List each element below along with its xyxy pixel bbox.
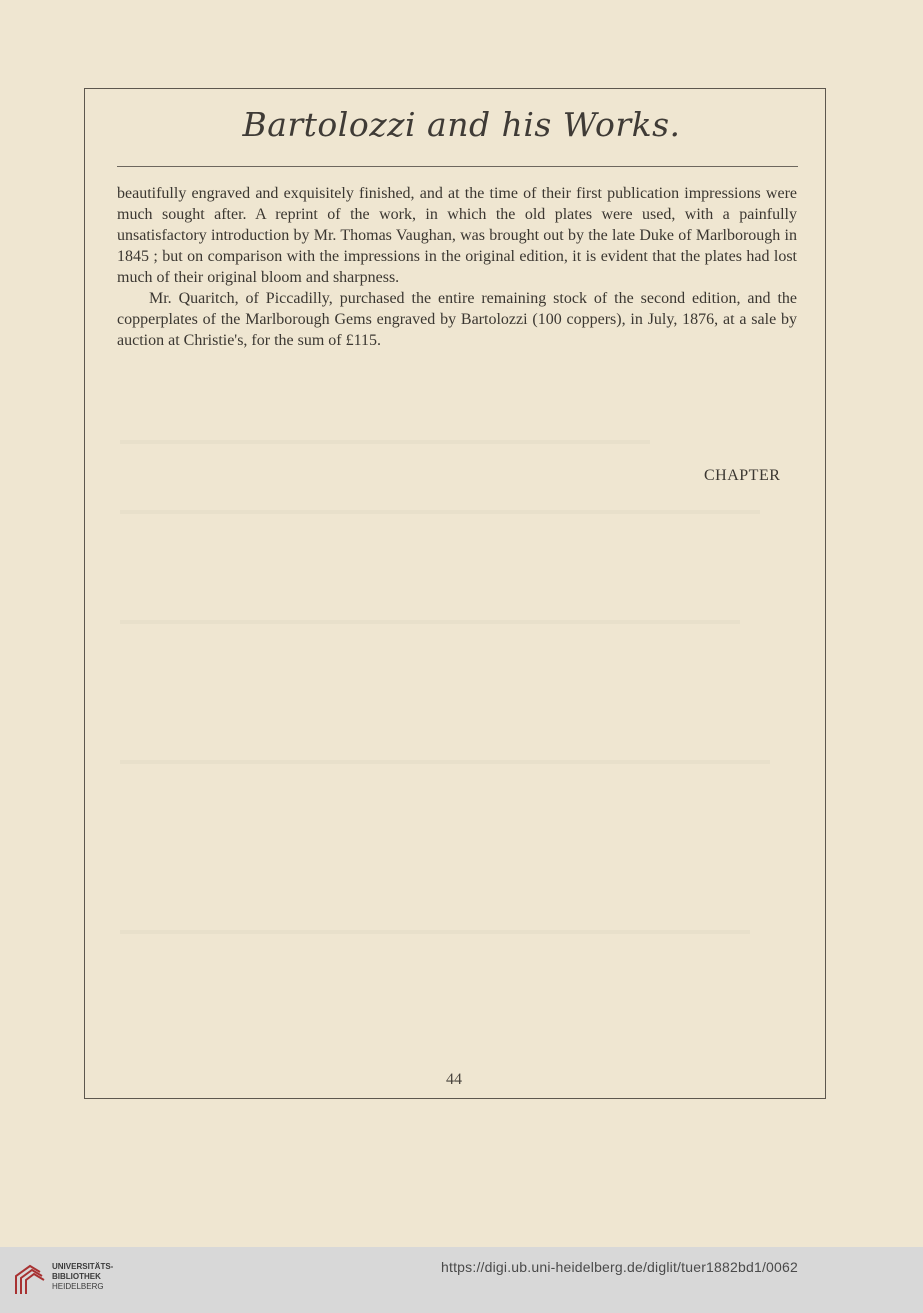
paragraph-1: beautifully engraved and exquisitely finished, and at the time of their first publication impressions were much sought after. A reprint of the work, in which the old plates were used, with a painfully unsatisfactory introduction by Mr. Thomas Vaughan, was brought out by the late Duke of Marlborough in 1845 ; but on comparison with the impressions in the original edition, it is evident that the plates had lost much of their original bloom and sharpness. <box>117 185 797 286</box>
heidelberg-library-logo-icon <box>10 1260 48 1298</box>
ghost-show-through <box>120 620 740 624</box>
ghost-show-through <box>120 760 770 764</box>
library-name <box>52 1262 113 1292</box>
page-number: 44 <box>446 1071 462 1088</box>
ghost-show-through <box>120 930 750 934</box>
body-text <box>117 183 797 351</box>
library-name-line-3: HEIDELBERG <box>52 1282 104 1291</box>
catchword: CHAPTER <box>704 467 781 484</box>
library-name-line-2: BIBLIOTHEK <box>52 1272 101 1281</box>
library-logo[interactable] <box>10 1256 120 1302</box>
library-name-line-1: UNIVERSITÄTS- <box>52 1262 114 1271</box>
source-url-link[interactable]: https://digi.ub.uni-heidelberg.de/diglit/tuer1882bd1/0062 <box>441 1259 798 1275</box>
running-head-title: Bartolozzi and his Works. <box>242 105 681 144</box>
header-rule <box>117 166 798 167</box>
ghost-show-through <box>120 510 760 514</box>
paragraph-2: Mr. Quaritch, of Piccadilly, purchased the entire remaining stock of the second edition, and the copperplates of the Marlborough Gems engraved by Bartolozzi (100 coppers), in July, 1876, at a sale by auction at Christie's, for the sum of £115. <box>117 290 797 349</box>
ghost-show-through <box>120 440 650 444</box>
viewer-footer <box>0 1247 923 1313</box>
